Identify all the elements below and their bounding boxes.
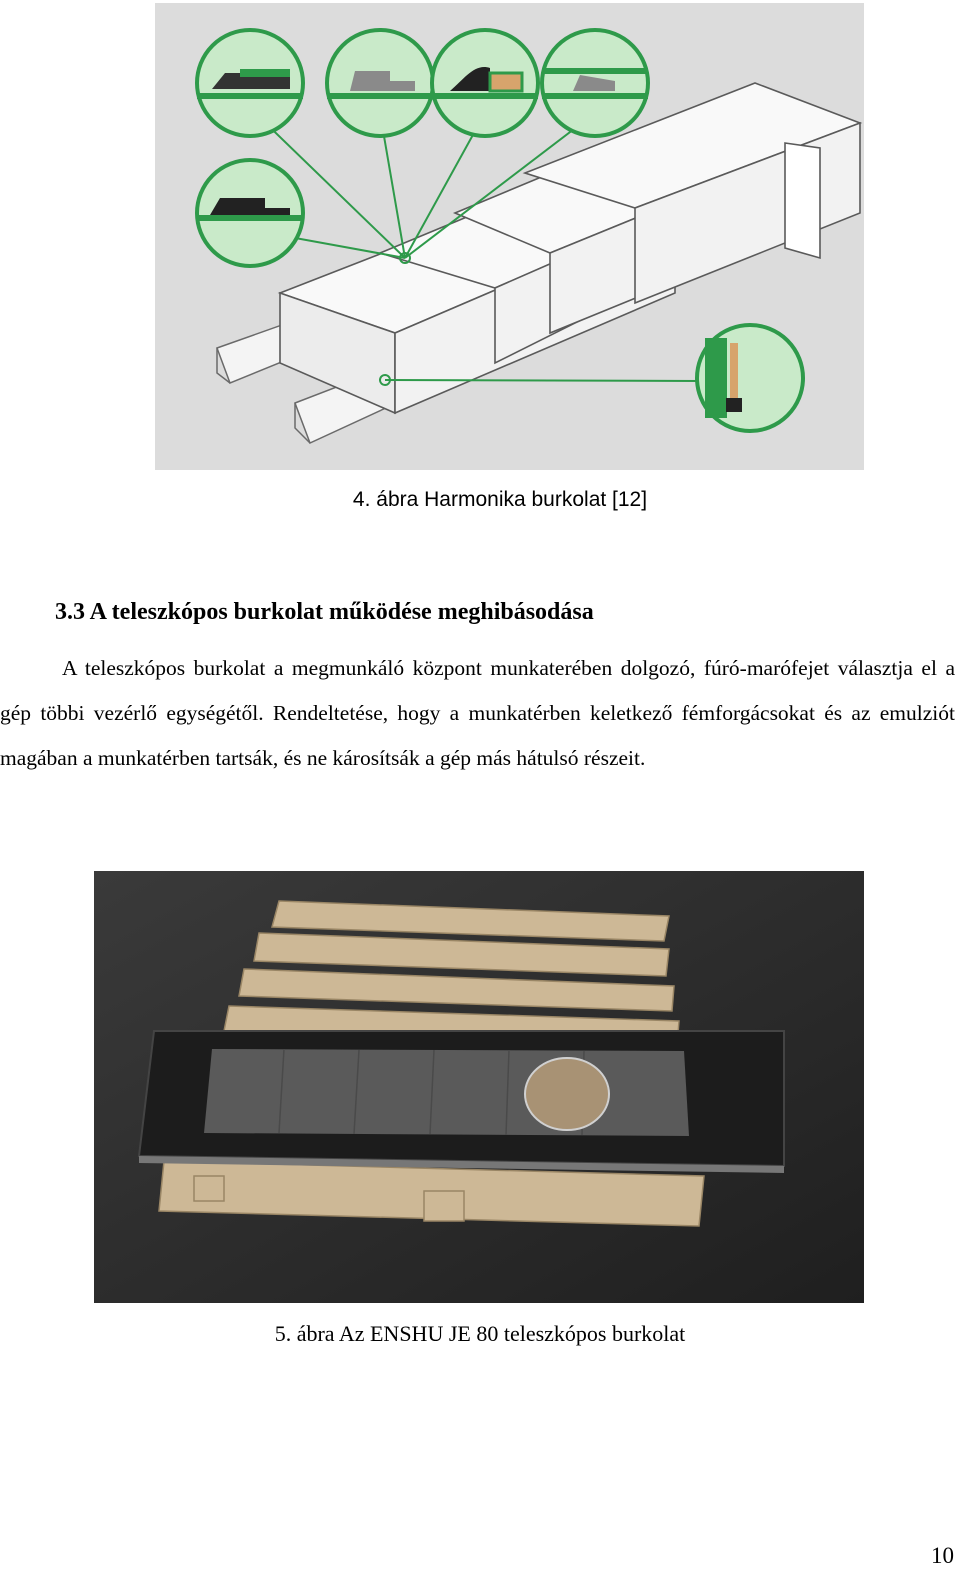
callout-5 (197, 160, 303, 266)
callout-2 (327, 30, 433, 136)
bellows-cover-diagram (155, 3, 864, 470)
body-paragraph: A teleszkópos burkolat a megmunkáló központ munkaterében dolgozó, fúró-marófejet választja el a gép többi vezérlő egységétől. Rendeltetése, hogy a munkatérben keletkező fémforgácsokat és az emulziót magában a munkatérben tartsák, és ne károsítsák a gép más hátulsó részeit. (0, 656, 955, 770)
callout-3 (432, 30, 538, 136)
section-heading: 3.3 A teleszkópos burkolat működése meghibásodása (55, 599, 594, 625)
figure-enshu-je80-photo (94, 871, 864, 1303)
callout-1 (197, 30, 303, 136)
callout-4 (542, 30, 648, 136)
callout-6 (697, 325, 803, 431)
telescopic-cover-photo (94, 871, 864, 1303)
page-number: 10 (931, 1543, 954, 1568)
figure-2-caption: 5. ábra Az ENSHU JE 80 teleszkópos burkolat (274, 1321, 686, 1346)
metal-cover (139, 1031, 784, 1173)
figure-harmonika-burkolat (155, 3, 864, 470)
figure-1-caption: 4. ábra Harmonika burkolat [12] (352, 488, 648, 511)
